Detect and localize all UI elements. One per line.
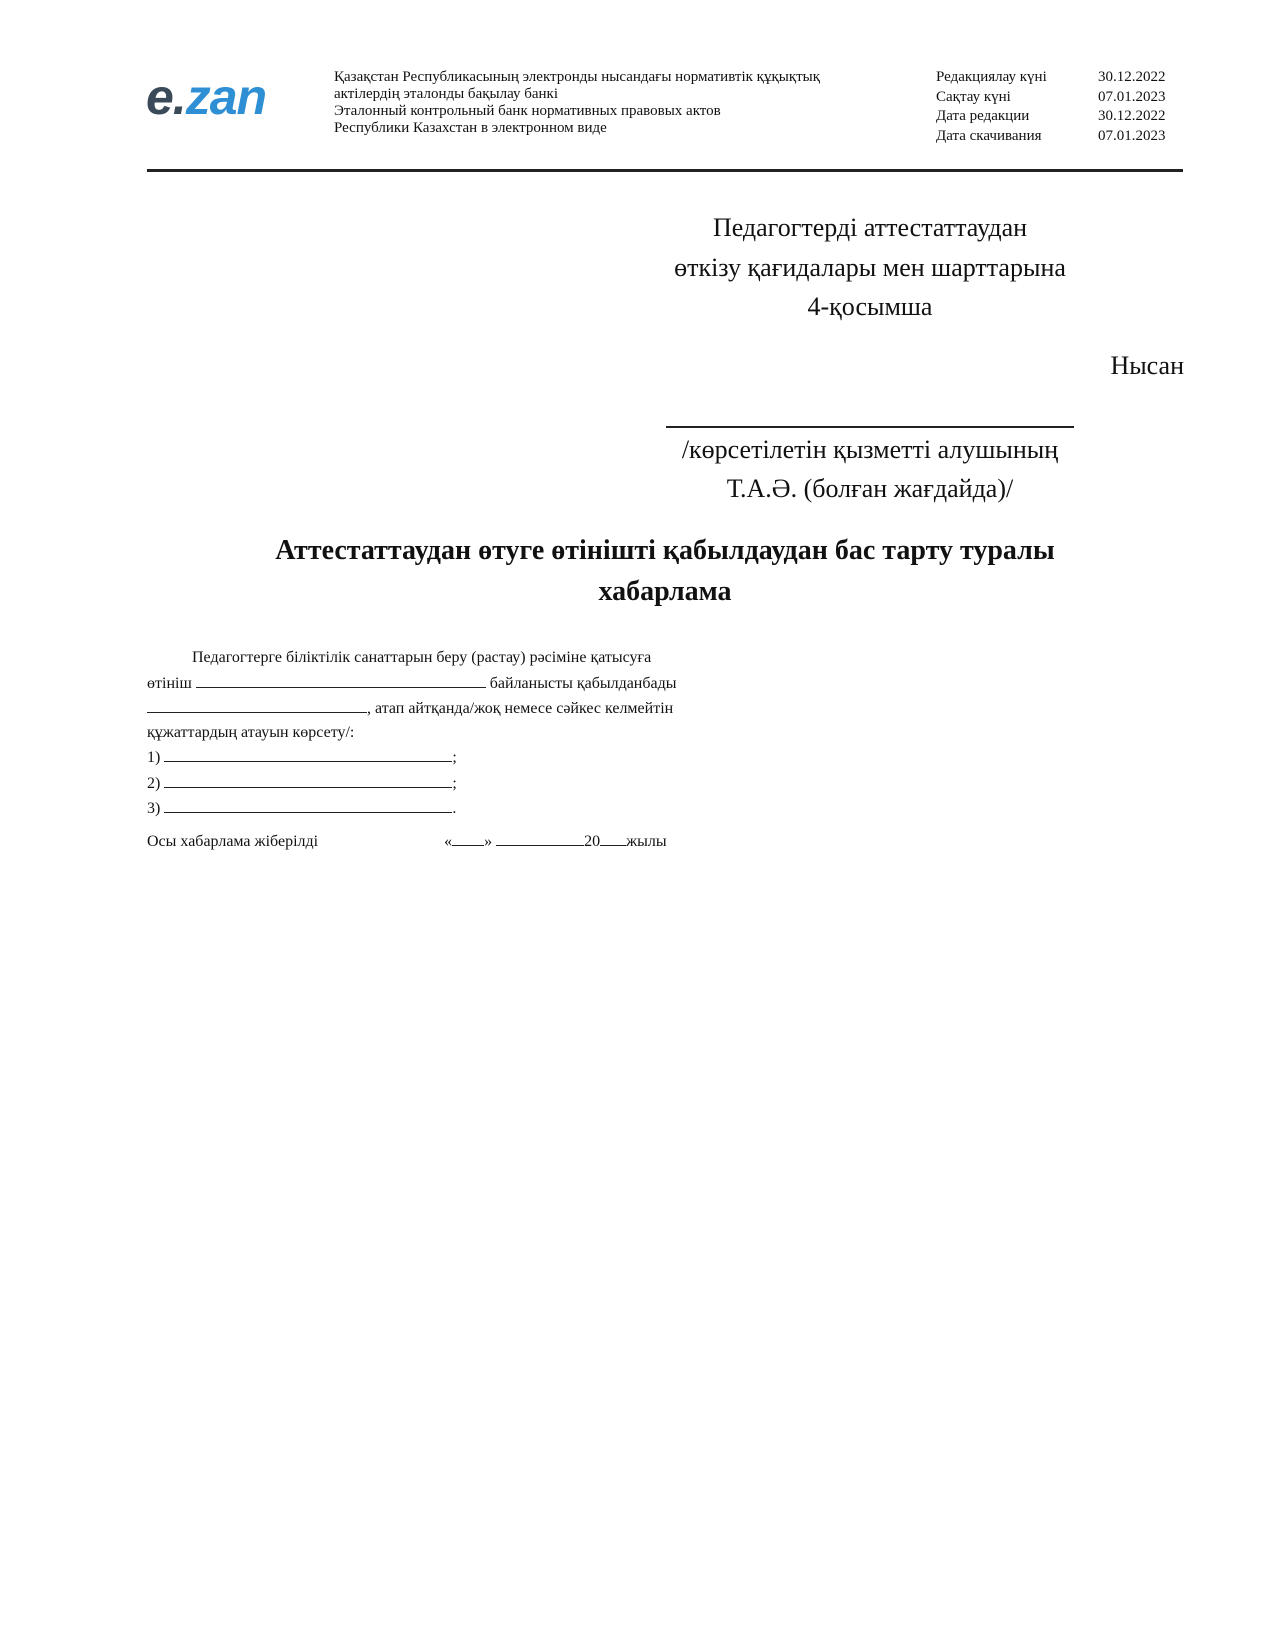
sent-label: Осы хабарлама жіберілді — [147, 832, 319, 850]
ezan-logo — [146, 69, 267, 125]
header-line: Эталонный контрольный банк нормативных правовых актов — [334, 103, 721, 119]
header-line: Республики Казахстан в электронном виде — [334, 120, 607, 136]
list-end: ; — [452, 774, 457, 792]
meta-value: 07.01.2023 — [1098, 127, 1166, 144]
header-line: Қазақстан Республикасының электронды нысандағы нормативтік құқықтық — [334, 69, 821, 85]
body-text: өтініш — [147, 674, 192, 692]
header-source-text — [334, 69, 820, 137]
date-close-quote: » — [484, 832, 493, 850]
notice-body — [147, 646, 677, 853]
body-line: құжаттардың атауын көрсету/: — [147, 723, 355, 741]
header-line: актілердің эталонды бақылау банкі — [334, 86, 558, 102]
meta-row — [936, 107, 1166, 127]
meta-row — [936, 88, 1166, 108]
meta-label: Сақтау күні — [936, 88, 1011, 105]
title-line: хабарлама — [598, 576, 732, 607]
year-blank — [600, 828, 626, 846]
reason-blank — [196, 670, 486, 688]
list-end: . — [452, 800, 457, 817]
list-number: 3) — [147, 800, 161, 817]
appendix-line: 4-қосымша — [807, 292, 933, 321]
year-prefix: 20 — [584, 832, 601, 850]
meta-row — [936, 127, 1166, 147]
form-label: Нысан — [1110, 351, 1184, 380]
body-line — [147, 695, 677, 721]
appendix-reference — [630, 208, 1110, 327]
body-text: байланысты қабылданбады — [489, 674, 677, 692]
header-meta — [936, 68, 1166, 146]
list-number: 2) — [147, 774, 161, 792]
recipient-caption: Т.А.Ә. (болған жағдайда)/ — [726, 474, 1014, 503]
appendix-line: Педагогтерді аттестаттаудан — [712, 213, 1028, 242]
list-item — [147, 795, 677, 821]
list-number: 1) — [147, 749, 161, 766]
list-item-blank — [164, 795, 452, 813]
appendix-line: өткізу қағидалары мен шарттарына — [674, 252, 1066, 282]
list-item-blank — [164, 744, 452, 762]
body-text: , атап айтқанда/жоқ немесе сәйкес келмейтін — [367, 700, 674, 717]
header-divider — [147, 169, 1183, 172]
meta-row — [936, 68, 1166, 88]
day-blank — [452, 828, 484, 846]
meta-label: Дата скачивания — [936, 127, 1042, 144]
sent-line — [147, 828, 677, 854]
list-item-blank — [164, 770, 452, 788]
body-line — [147, 670, 677, 696]
recipient-name-blank — [640, 394, 1100, 430]
year-suffix: жылы — [626, 832, 667, 850]
date-open-quote: « — [444, 832, 453, 850]
meta-value: 30.12.2022 — [1098, 69, 1166, 85]
month-blank — [496, 828, 584, 846]
meta-value: 07.01.2023 — [1098, 88, 1166, 105]
documents-blank — [147, 695, 367, 713]
logo-zan: zan — [185, 69, 267, 125]
meta-label: Редакциялау күні — [936, 69, 1047, 85]
body-line: Педагогтерге біліктілік санаттарын беру (растау) рәсіміне қатысуға — [192, 649, 652, 666]
logo-e: e. — [146, 69, 186, 125]
list-end: ; — [452, 749, 457, 766]
recipient-block — [640, 394, 1100, 508]
list-item — [147, 744, 677, 770]
list-item — [147, 770, 677, 796]
meta-label: Дата редакции — [936, 108, 1030, 124]
title-line: Аттестаттаудан өтуге өтінішті қабылдаудан бас тарту туралы — [275, 535, 1055, 566]
document-title — [147, 530, 1183, 612]
recipient-caption: /көрсетілетін қызметті алушының — [681, 435, 1059, 464]
meta-value: 30.12.2022 — [1098, 108, 1166, 124]
